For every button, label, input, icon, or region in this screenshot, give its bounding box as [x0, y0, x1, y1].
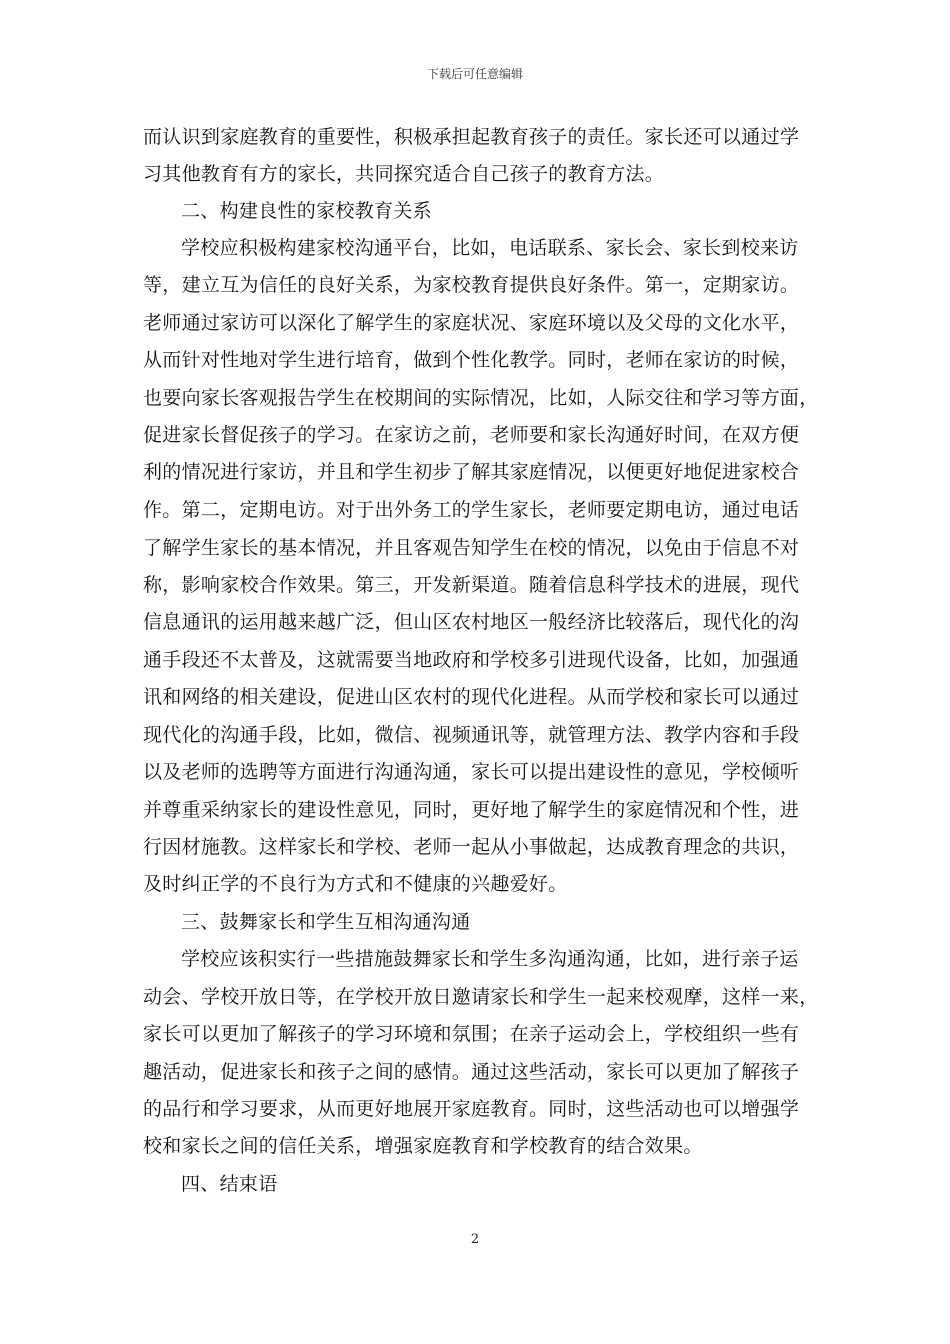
text-line: 称，影响家校合作效果。第三，开发新渠道。随着信息科学技术的进展，现代: [143, 574, 800, 596]
text-line: 行因材施教。这样家长和学校、老师一起从小事做起，达成教育理念的共识，: [143, 836, 800, 858]
text-line: 现代化的沟通手段，比如，微信、视频通讯等，就管理方法、教学内容和手段: [143, 724, 800, 746]
text-line: 及时纠正学的不良行为方式和不健康的兴趣爱好。: [143, 873, 568, 895]
text-line: 信息通讯的运用越来越广泛，但山区农村地区一般经济比较落后，现代化的沟: [143, 611, 800, 633]
text-line: 趣活动，促进家长和孩子之间的感情。通过这些活动，家长可以更加了解孩子: [143, 1061, 800, 1083]
text-line: 利的情况进行家访，并且和学生初步了解其家庭情况，以便更好地促进家校合: [143, 461, 800, 483]
text-line: 习其他教育有方的家长，共同探究适合自己孩子的教育方法。: [143, 163, 665, 185]
section-heading: 三、鼓舞家长和学生互相沟通沟通: [181, 911, 471, 933]
section-heading: 四、结束语: [181, 1173, 278, 1195]
section-heading: 二、构建良性的家校教育关系: [181, 200, 432, 222]
text-line: 了解学生家长的基本情况，并且客观告知学生在校的情况，以免由于信息不对: [143, 537, 800, 559]
text-line: 学校应该积实行一些措施鼓舞家长和学生多沟通沟通，比如，进行亲子运: [181, 948, 799, 970]
text-line: 通手段还不太普及，这就需要当地政府和学校多引进现代设备，比如，加强通: [143, 649, 800, 671]
text-line: 等，建立互为信任的良好关系，为家校教育提供良好条件。第一，定期家访。: [143, 274, 800, 296]
text-line: 家长可以更加了解孩子的学习环境和氛围；在亲子运动会上，学校组织一些有: [143, 1023, 800, 1045]
text-line: 促进家长督促孩子的学习。在家访之前，老师要和家长沟通好时间，在双方便: [143, 424, 800, 446]
text-line: 的品行和学习要求，从而更好地展开家庭教育。同时，这些活动也可以增强学: [143, 1098, 800, 1120]
page-header: 下载后可任意编辑: [426, 67, 523, 81]
text-line: 作。第二，定期电访。对于出外务工的学生家长，老师要定期电访，通过电话: [143, 499, 800, 521]
text-line: 动会、学校开放日等，在学校开放日邀请家长和学生一起来校观摩，这样一来，: [143, 986, 819, 1008]
text-line: 也要向家长客观报告学生在校期间的实际情况，比如，人际交往和学习等方面，: [143, 387, 819, 409]
text-line: 学校应积极构建家校沟通平台，比如，电话联系、家长会、家长到校来访: [181, 237, 799, 259]
text-line: 并尊重采纳家长的建设性意见，同时，更好地了解学生的家庭情况和个性，进: [143, 799, 800, 821]
text-line: 以及老师的选聘等方面进行沟通沟通，家长可以提出建设性的意见，学校倾听: [143, 761, 800, 783]
text-line: 讯和网络的相关建设，促进山区农村的现代化进程。从而学校和家长可以通过: [143, 686, 800, 708]
text-line: 老师通过家访可以深化了解学生的家庭状况、家庭环境以及父母的文化水平，: [143, 312, 800, 334]
text-line: 从而针对性地对学生进行培育，做到个性化教学。同时，老师在家访的时候，: [143, 349, 800, 371]
text-line: 校和家长之间的信任关系，增强家庭教育和学校教育的结合效果。: [143, 1135, 703, 1157]
text-line: 而认识到家庭教育的重要性，积极承担起教育孩子的责任。家长还可以通过学: [143, 126, 800, 148]
page-number: 2: [470, 1232, 480, 1247]
